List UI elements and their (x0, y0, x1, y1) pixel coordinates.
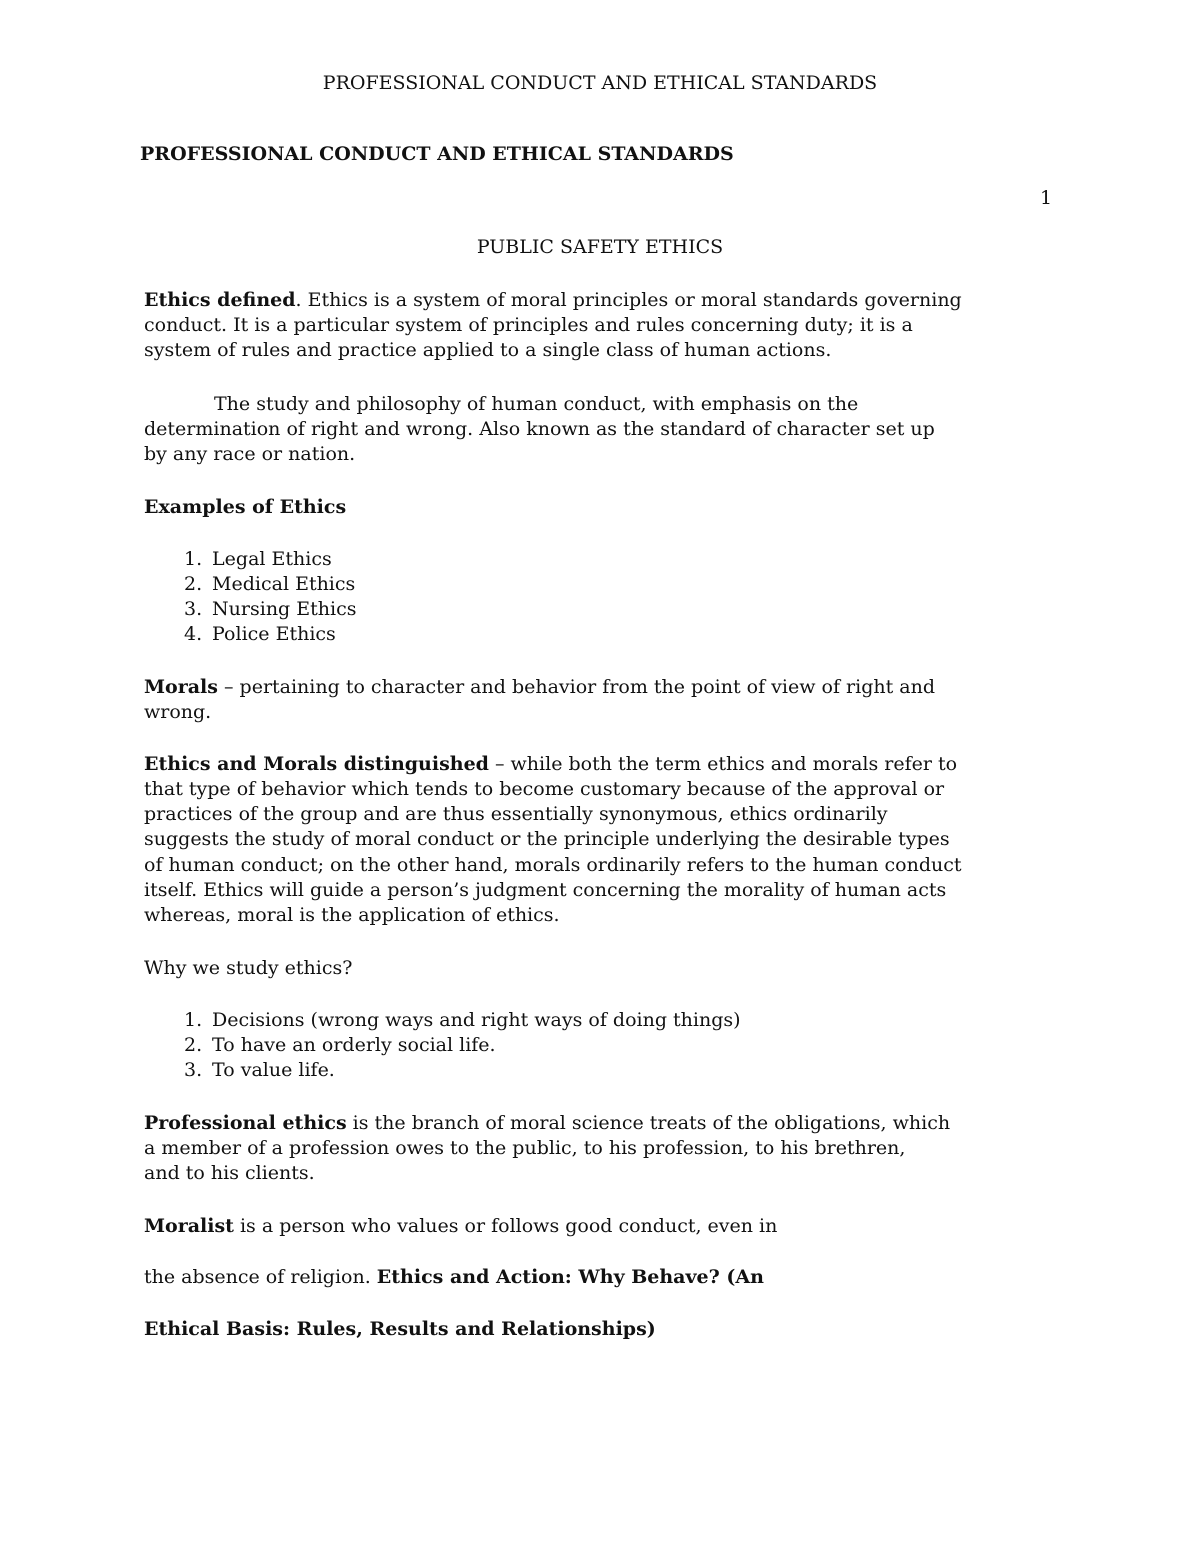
list-item (184, 622, 336, 647)
list-item-text: Decisions (wrong ways and right ways of doing things) (212, 1009, 741, 1031)
distinguished-line-4: suggests the study of moral conduct or the principle underlying the desirable types (144, 828, 950, 850)
why-study-question: Why we study ethics? (144, 957, 353, 979)
professional-ethics-line-3: and to his clients. (144, 1162, 315, 1184)
ethics-defined-text-1: . Ethics is a system of moral principles or moral standards governing (295, 289, 962, 311)
professional-ethics-line-2: a member of a profession owes to the public, to his profession, to his brethren, (144, 1137, 906, 1159)
list-item-text: Legal Ethics (212, 548, 332, 570)
list-item-number: 2. (184, 573, 203, 595)
document-title: PROFESSIONAL CONDUCT AND ETHICAL STANDARDS (140, 143, 734, 165)
study-paragraph-line-2: determination of right and wrong. Also known as the standard of character set up (144, 418, 935, 440)
list-item (184, 572, 355, 597)
list-item-number: 2. (184, 1034, 203, 1056)
ethics-defined-line-3: system of rules and practice applied to a single class of human actions. (144, 339, 832, 361)
list-item-number: 3. (184, 598, 203, 620)
list-item-number: 1. (184, 548, 203, 570)
moralist-text-1: is a person who values or follows good conduct, even in (233, 1215, 778, 1237)
list-item-number: 3. (184, 1059, 203, 1081)
moralist-text-2: the absence of religion. (144, 1266, 377, 1288)
list-item-text: Police Ethics (212, 623, 336, 645)
professional-ethics-text-1: is the branch of moral science treats of the obligations, which (346, 1112, 951, 1134)
distinguished-line-2: that type of behavior which tends to become customary because of the approval or (144, 778, 945, 800)
distinguished-line-5: of human conduct; on the other hand, morals ordinarily refers to the human conduct (144, 854, 962, 876)
section-title: PUBLIC SAFETY ETHICS (476, 236, 724, 258)
moralist-term: Moralist (144, 1215, 234, 1237)
ethics-action-heading-part-1: Ethics and Action: Why Behave? (An (376, 1266, 764, 1288)
list-item (184, 597, 356, 622)
list-item (184, 1008, 741, 1033)
running-header: PROFESSIONAL CONDUCT AND ETHICAL STANDARDS (322, 72, 878, 94)
professional-ethics-term: Professional ethics (144, 1112, 347, 1134)
distinguished-line-7: whereas, moral is the application of ethics. (144, 904, 560, 926)
morals-text-1: – pertaining to character and behavior from the point of view of right and (217, 676, 935, 698)
list-item (184, 1058, 335, 1083)
study-paragraph-line-1: The study and philosophy of human conduct, with emphasis on the (214, 393, 859, 415)
distinguished-line-1 (144, 752, 957, 777)
list-item-text: Medical Ethics (212, 573, 356, 595)
morals-line-1 (144, 675, 935, 700)
list-item-text: To have an orderly social life. (212, 1034, 496, 1056)
distinguished-text-1: – while both the term ethics and morals refer to (488, 753, 958, 775)
study-paragraph-line-3: by any race or nation. (144, 443, 356, 465)
morals-line-2: wrong. (144, 701, 212, 723)
examples-heading: Examples of Ethics (144, 496, 347, 518)
professional-ethics-line-1 (144, 1111, 950, 1136)
ethics-defined-term: Ethics defined (144, 289, 296, 311)
morals-term: Morals (144, 676, 218, 698)
list-item-text: To value life. (212, 1059, 335, 1081)
page-number: 1 (1040, 187, 1053, 209)
distinguished-line-6: itself. Ethics will guide a person’s judgment concerning the morality of human acts (144, 879, 947, 901)
distinguished-line-3: practices of the group and are thus essentially synonymous, ethics ordinarily (144, 803, 888, 825)
list-item-number: 4. (184, 623, 203, 645)
distinguished-term: Ethics and Morals distinguished (144, 753, 489, 775)
ethics-defined-line-2: conduct. It is a particular system of principles and rules concerning duty; it is a (144, 314, 913, 336)
list-item-text: Nursing Ethics (212, 598, 357, 620)
ethics-action-heading-part-2: Ethical Basis: Rules, Results and Relationships) (144, 1318, 656, 1340)
list-item-number: 1. (184, 1009, 203, 1031)
list-item (184, 547, 332, 572)
moralist-line-2 (144, 1265, 764, 1290)
list-item (184, 1033, 496, 1058)
ethics-defined-line-1 (144, 288, 962, 313)
moralist-line-1 (144, 1214, 777, 1239)
